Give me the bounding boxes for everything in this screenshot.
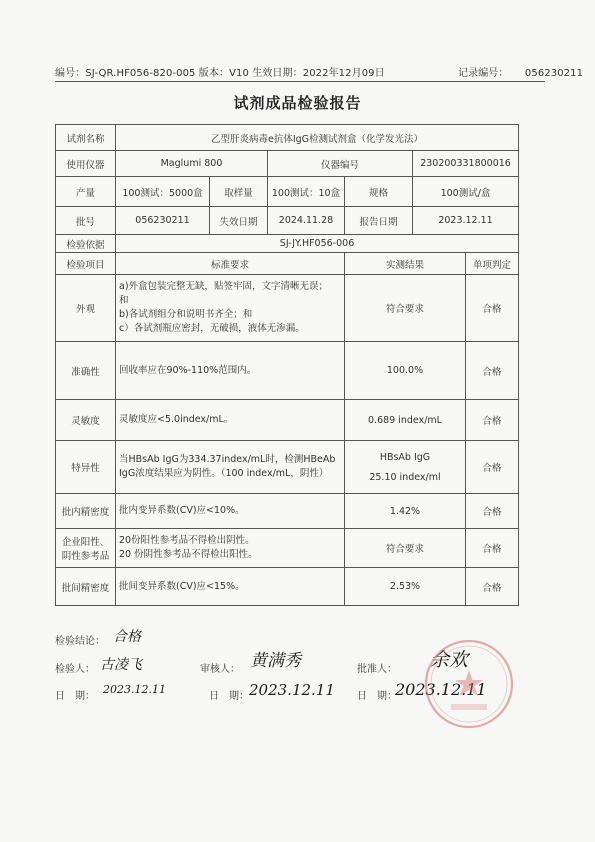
test-row	[56, 342, 519, 400]
test-item: 批内精密度	[56, 494, 116, 529]
instrument-no-label: 仪器编号	[268, 151, 413, 177]
batch-value: 056230211	[116, 207, 210, 235]
test-judgement: 合格	[466, 275, 519, 342]
test-row	[56, 275, 519, 342]
instrument-value: Maglumi 800	[116, 151, 268, 177]
instrument-no-value: 230200331800016	[413, 151, 519, 177]
test-item: 准确性	[56, 342, 116, 400]
col-item: 检验项目	[56, 253, 116, 275]
expiry-value: 2024.11.28	[268, 207, 345, 235]
test-judgement: 合格	[466, 529, 519, 568]
date-label-reviewer: 日 期：	[209, 691, 249, 702]
reagent-label: 试剂名称	[56, 125, 116, 151]
test-requirement: 20份阳性参考品不得检出阴性。 20 份阴性参考品不得检出阳性。	[116, 529, 345, 568]
test-requirement: 灵敏度应<5.0index/mL。	[116, 400, 345, 441]
test-item: 外观	[56, 275, 116, 342]
basis-row	[56, 235, 519, 253]
conclusion-label: 检验结论：	[55, 636, 105, 647]
approver-signature: 余欢	[430, 649, 469, 671]
test-row	[56, 441, 519, 494]
output-value: 100测试：5000盒	[116, 177, 210, 207]
date-label-inspector: 日 期：	[55, 691, 95, 702]
conclusion-handwriting: 合格	[113, 629, 141, 645]
test-judgement: 合格	[466, 400, 519, 441]
date-approver-handwriting: 2023.12.11	[395, 680, 487, 699]
test-judgement: 合格	[466, 342, 519, 400]
test-requirement: 当HBsAb IgG为334.37index/mL时，检测HBeAb IgG浓度结果应为阴性。（100 index/mL，阴性）	[116, 441, 345, 494]
test-result: 100.0%	[345, 342, 466, 400]
reagent-row	[56, 125, 519, 151]
column-header-row	[56, 253, 519, 275]
test-row	[56, 494, 519, 529]
reagent-name: 乙型肝炎病毒e抗体IgG检测试剂盒（化学发光法）	[116, 125, 519, 151]
expiry-label: 失效日期	[210, 207, 268, 235]
spec-value: 100测试/盒	[413, 177, 519, 207]
test-requirement: 批间变异系数(CV)应<15%。	[116, 568, 345, 606]
date-inspector-handwriting: 2023.12.11	[103, 683, 166, 696]
doc-control-number: 编号：SJ-QR.HF056-820-005 版本：V10 生效日期：2022年12月09日	[55, 68, 385, 79]
report-title: 试剂成品检验报告	[233, 94, 362, 112]
date-label-approver: 日 期：	[357, 691, 397, 702]
test-result: 2.53%	[345, 568, 466, 606]
test-judgement: 合格	[466, 494, 519, 529]
sample-value: 100测试：10盒	[268, 177, 345, 207]
reviewer-signature: 黄满秀	[250, 651, 301, 671]
sample-label: 取样量	[210, 177, 268, 207]
test-result: 符合要求	[345, 275, 466, 342]
instrument-label: 使用仪器	[56, 151, 116, 177]
test-requirement: 回收率应在90%-110%范围内。	[116, 342, 345, 400]
reviewer-label: 审核人：	[200, 664, 240, 675]
basis-value: SJ-JY.HF056-006	[116, 235, 519, 253]
spec-label: 规格	[345, 177, 413, 207]
inspector-label: 检验人：	[55, 664, 95, 675]
report-date-label: 报告日期	[345, 207, 413, 235]
batch-label: 批号	[56, 207, 116, 235]
col-requirement: 标准要求	[116, 253, 345, 275]
test-item: 企业阳性、阴性参考品	[56, 529, 116, 568]
basis-label: 检验依据	[56, 235, 116, 253]
test-judgement: 合格	[466, 568, 519, 606]
test-requirement: a)外盒包装完整无缺，贴签牢固，文字清晰无误； 和 b)各试剂组分和说明书齐全；和 c）各试剂瓶应密封，无破损，液体无渗漏。	[116, 275, 345, 342]
batch-row	[56, 207, 519, 235]
test-result: 0.689 index/mL	[345, 400, 466, 441]
record-number: 记录编号： 056230211	[458, 68, 584, 79]
output-row	[56, 177, 519, 207]
test-requirement: 批内变异系数(CV)应<10%。	[116, 494, 345, 529]
col-judgement: 单项判定	[466, 253, 519, 275]
test-row	[56, 400, 519, 441]
test-row	[56, 568, 519, 606]
quality-stamp-seal	[423, 638, 515, 730]
approver-label: 批准人：	[357, 664, 397, 675]
test-item: 特异性	[56, 441, 116, 494]
document-header	[55, 64, 584, 82]
output-label: 产量	[56, 177, 116, 207]
test-judgement: 合格	[466, 441, 519, 494]
col-result: 实测结果	[345, 253, 466, 275]
test-result: HBsAb IgG 25.10 index/ml	[345, 441, 466, 494]
test-item: 批间精密度	[56, 568, 116, 606]
test-result: 1.42%	[345, 494, 466, 529]
test-item: 灵敏度	[56, 400, 116, 441]
date-reviewer-handwriting: 2023.12.11	[249, 681, 335, 699]
test-result: 符合要求	[345, 529, 466, 568]
report-date-value: 2023.12.11	[413, 207, 519, 235]
inspector-signature: 古凌飞	[100, 657, 142, 673]
test-row	[56, 529, 519, 568]
inspection-report-table	[55, 124, 519, 606]
instrument-row	[56, 151, 519, 177]
